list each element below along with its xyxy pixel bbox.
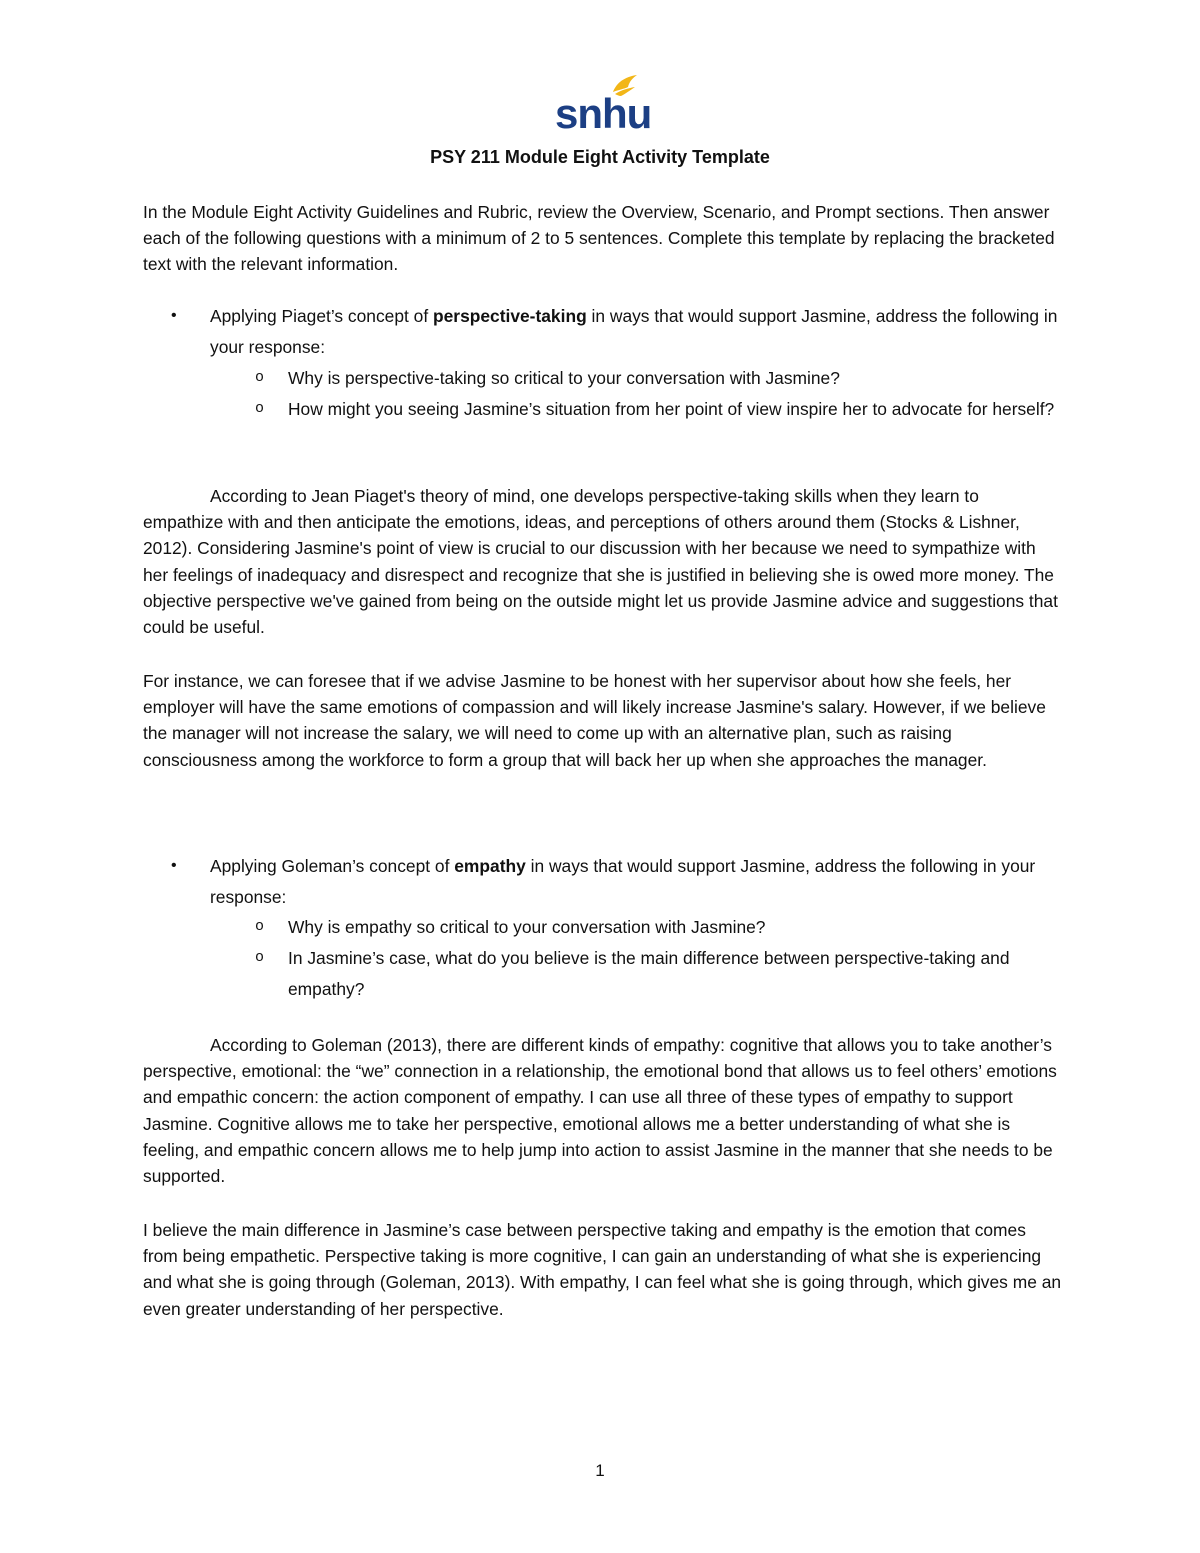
section2-concept: empathy	[454, 856, 526, 876]
snhu-logo	[551, 70, 651, 134]
sub-bullet-icon: o	[255, 918, 265, 935]
intro-paragraph: In the Module Eight Activity Guidelines and Rubric, review the Overview, Scenario, and Prompt sections. Then answer each of the following questions with a minimum of 2 to 5 sentences. Complete this template by replacing the bracketed text with the relevant information.	[143, 202, 1055, 275]
sub-bullet-icon: o	[255, 369, 265, 386]
section1-prompt	[210, 301, 1070, 362]
bullet-icon: •	[171, 307, 177, 324]
section1-subitem-1	[143, 363, 1073, 394]
snhu-logo-mark	[551, 70, 651, 134]
section1-subitem-2	[143, 394, 1073, 456]
section2-prompt	[210, 851, 1070, 912]
section2-subitem-2	[143, 943, 1073, 1005]
section1-prompt-end: in ways that would support Jasmine, address the following in your response:	[210, 306, 1058, 357]
section1-answer-2: For instance, we can foresee that if we advise Jasmine to be honest with her supervisor about how she feels, her employer will have the same emotions of compassion and will likely increase Jasmine's salary. However, if we believe the manager will not increase the salary, we will need to come up with an alternative plan, such as raising consciousness among the workforce to form a group that will back her up when she approaches the manager.	[143, 671, 1046, 770]
section2-prompt-start: Applying Goleman’s concept of	[210, 856, 455, 876]
section2-question-2: In Jasmine’s case, what do you believe is the main difference between perspective-taking and empathy?	[288, 948, 1010, 999]
section2-answer-2: I believe the main difference in Jasmine’s case between perspective taking and empathy is the emotion that comes from being empathetic. Perspective taking is more cognitive, I can gain an understanding of what she is experiencing and what she is going through (Goleman, 2013). With empathy, I can feel what she is going through, which gives me an even greater understanding of her perspective.	[143, 1220, 1062, 1319]
section1-bullet	[143, 301, 1073, 363]
document-title: PSY 211 Module Eight Activity Template	[430, 147, 770, 167]
sub-bullet-icon: o	[255, 949, 265, 966]
section2-prompt-end: in ways that would support Jasmine, address the following in your response:	[210, 856, 1036, 907]
section1-prompt-start: Applying Piaget’s concept of	[210, 306, 434, 326]
section2-answer-1: According to Goleman (2013), there are different kinds of empathy: cognitive that allows you to take another’s perspective, emotional: the “we” connection in a relationship, the emotional bond that allows us to feel others’ emotions and empathic concern: the action component of empathy. I can use all three of these types of empathy to support Jasmine. Cognitive allows me to take her perspective, emotional allows me a better understanding of what she is feeling, and empathic concern allows me to help jump into action to assist Jasmine in the manner that she needs to be supported.	[143, 1035, 1057, 1187]
section1-answer-1: According to Jean Piaget's theory of mind, one develops perspective-taking skills when they learn to empathize with and then anticipate the emotions, ideas, and perceptions of others around them (Stocks & Lishner, 2012). Considering Jasmine's point of view is crucial to our discussion with her because we need to sympathize with her feelings of inadequacy and disrespect and recognize that she is justified in believing she is owed more money. The objective perspective we've gained from being on the outside might let us provide Jasmine advice and suggestions that could be useful.	[143, 486, 1058, 638]
section1-concept: perspective-taking	[433, 306, 587, 326]
section2-bullet	[143, 851, 1073, 913]
section2-question-1: Why is empathy so critical to your conversation with Jasmine?	[288, 917, 766, 937]
page-number: 1	[595, 1461, 605, 1480]
section2-subitem-1	[143, 912, 1073, 943]
section1-question-1: Why is perspective-taking so critical to your conversation with Jasmine?	[288, 368, 840, 388]
bullet-icon: •	[171, 857, 177, 874]
sub-bullet-icon: o	[255, 400, 265, 417]
svg-text:snhu: snhu	[555, 90, 651, 134]
section1-question-2: How might you seeing Jasmine’s situation from her point of view inspire her to advocate for herself?	[288, 399, 1055, 419]
